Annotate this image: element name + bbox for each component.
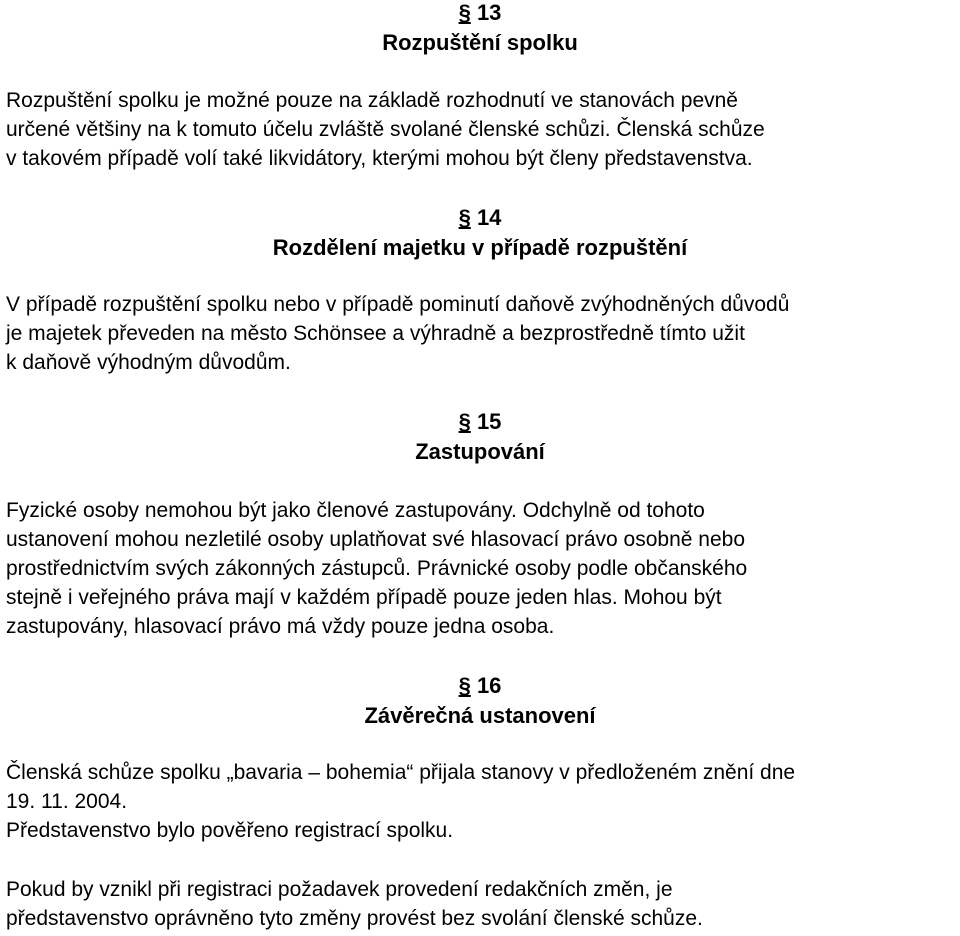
paragraph-symbol: § [458,409,471,434]
section-15-title: Zastupování [415,439,545,464]
text-line: Členská schůze spolku „bavaria – bohemia“ přijala stanovy v předloženém znění dne [6,761,796,784]
text-line: určené většiny na k tomuto účelu zvláště svolané členské schůzi. Členská schůze [6,118,765,141]
text-line: V případě rozpuštění spolku nebo v případě pominutí daňově zvýhodněných důvodů [6,293,790,316]
text-line: je majetek převeden na město Schönsee a výhradně a bezprostředně tímto užit [6,322,745,345]
text-line: k daňově výhodným důvodům. [6,351,291,374]
text-line: 19. 11. 2004. [6,790,128,813]
section-14-text [6,290,956,377]
text-line: Pokud by vznikl při registraci požadavek provedení redakčních změn, je [6,878,673,901]
text-line: Rozpuštění spolku je možné pouze na základě rozhodnutí ve stanovách pevně [6,89,738,112]
text-line: stejně i veřejného práva mají v každém případě pouze jeden hlas. Mohou být [6,586,722,609]
text-line: ustanovení mohou nezletilé osoby uplatňovat své hlasovací právo osobně nebo [6,528,745,551]
text-line: zastupovány, hlasovací právo má vždy pouze jedna osoba. [6,615,555,638]
section-13-number [0,0,960,28]
paragraph-symbol: § [458,673,471,698]
section-13-title: Rozpuštění spolku [382,30,578,55]
paragraph-symbol: § [458,205,471,230]
section-16-number [0,671,960,701]
section-15-number [0,407,960,437]
section-14-number [0,203,960,233]
section-13-heading [0,0,960,58]
section-13-text [6,86,956,173]
section-16-title: Závěrečná ustanovení [364,703,596,728]
section-number: 15 [476,409,502,434]
section-14-heading [0,203,960,263]
section-number: 13 [476,0,502,25]
section-15-text [6,496,956,641]
text-line: v takovém případě volí také likvidátory, kterými mohou být členy představenstva. [6,147,753,170]
section-number: 16 [476,673,502,698]
section-16-heading [0,671,960,731]
paragraph-symbol: § [458,0,471,25]
text-line: představenstvo oprávněno tyto změny provést bez svolání členské schůze. [6,907,703,930]
section-16-text-2 [6,875,956,933]
text-line: Fyzické osoby nemohou být jako členové zastupovány. Odchylně od tohoto [6,499,705,522]
text-line: prostřednictvím svých zákonných zástupců. Právnické osoby podle občanského [6,557,748,580]
text-line: Představenstvo bylo pověřeno registrací spolku. [6,819,454,842]
section-14-title: Rozdělení majetku v případě rozpuštění [272,235,688,260]
section-16-text [6,758,956,845]
section-15-heading [0,407,960,467]
section-number: 14 [476,205,502,230]
